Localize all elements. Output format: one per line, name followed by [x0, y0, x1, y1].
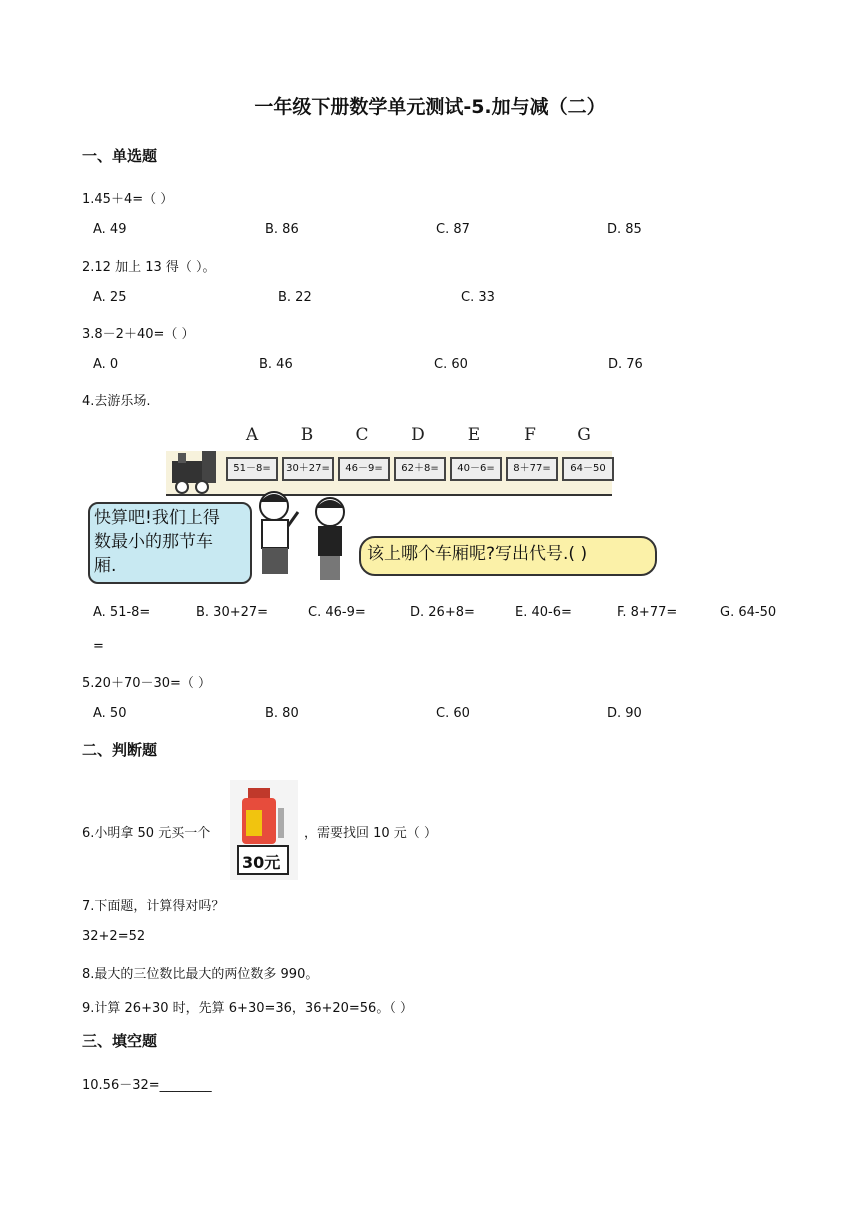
- car-letter-a: A: [245, 425, 259, 445]
- car-expression-a: 51－8=: [226, 457, 278, 481]
- train-illustration: [166, 427, 612, 499]
- question-4: 4.去游乐场.: [82, 394, 151, 409]
- car-letter-c: C: [355, 425, 369, 445]
- car-expression-c: 46－9=: [338, 457, 390, 481]
- q4-option-a: A. 51-8=: [93, 605, 151, 620]
- car-letter-d: D: [411, 425, 425, 445]
- q2-option-c: C. 33: [461, 290, 495, 305]
- car-expression-g: 64－50: [562, 457, 614, 481]
- q1-option-c: C. 87: [436, 222, 470, 237]
- bubble-left-line-3: 厢.: [94, 556, 117, 576]
- question-7: 7.下面题，计算得对吗？: [82, 899, 225, 914]
- bubble-left-line-1: 快算吧!我们上得: [94, 508, 220, 528]
- q3-option-a: A. 0: [93, 357, 119, 372]
- question-6-text-after: ，需要找回 10 元（ ）: [304, 826, 437, 841]
- car-letter-f: F: [524, 425, 536, 445]
- q3-option-d: D. 76: [608, 357, 643, 372]
- q5-option-a: A. 50: [93, 706, 127, 721]
- question-1: 1.45＋4=（ ）: [82, 192, 174, 207]
- bubble-left-line-2: 数最小的那节车: [94, 532, 213, 552]
- q4-option-c: C. 46-9=: [308, 605, 366, 620]
- q4-option-g: G. 64-50: [720, 605, 777, 620]
- q5-option-b: B. 80: [265, 706, 299, 721]
- q4-option-f: F. 8+77=: [617, 605, 678, 620]
- q3-option-c: C. 60: [434, 357, 468, 372]
- section-heading-fill-blank: 三、填空题: [82, 1032, 158, 1050]
- car-expression-d: 62＋8=: [394, 457, 446, 481]
- children-illustration: [250, 488, 360, 584]
- q1-option-a: A. 49: [93, 222, 127, 237]
- question-10: 10.56－32=________: [82, 1078, 212, 1093]
- q4-option-e: E. 40-6=: [515, 605, 572, 620]
- question-6-text-before: 6.小明拿 50 元买一个: [82, 826, 211, 841]
- car-expression-f: 8＋77=: [506, 457, 558, 481]
- q4-option-d: D. 26+8=: [410, 605, 475, 620]
- q1-option-d: D. 85: [607, 222, 642, 237]
- q2-option-a: A. 25: [93, 290, 127, 305]
- q5-option-c: C. 60: [436, 706, 470, 721]
- q5-option-d: D. 90: [607, 706, 642, 721]
- car-letter-e: E: [467, 425, 481, 445]
- section-heading-single-choice: 一、单选题: [82, 147, 158, 165]
- q1-option-b: B. 86: [265, 222, 299, 237]
- car-letter-b: B: [300, 425, 314, 445]
- speech-bubble-right: 该上哪个车厢呢?写出代号.( ): [359, 536, 657, 576]
- q4-option-g-continuation: =: [93, 639, 104, 654]
- q4-option-b: B. 30+27=: [196, 605, 269, 620]
- car-expression-b: 30＋27=: [282, 457, 334, 481]
- section-heading-true-false: 二、判断题: [82, 741, 158, 759]
- page-title: 一年级下册数学单元测试-5.加与减（二）: [254, 96, 606, 118]
- q2-option-b: B. 22: [278, 290, 312, 305]
- question-9: 9.计算 26+30 时，先算 6+30=36，36+20=56。（ ）: [82, 1001, 413, 1016]
- q3-option-b: B. 46: [259, 357, 293, 372]
- question-5: 5.20＋70－30=（ ）: [82, 676, 212, 691]
- question-3: 3.8－2＋40=（ ）: [82, 327, 195, 342]
- question-7-equation: 32+2=52: [82, 929, 146, 944]
- car-letter-g: G: [577, 425, 591, 445]
- question-8: 8.最大的三位数比最大的两位数多 990。: [82, 967, 319, 982]
- car-expression-e: 40－6=: [450, 457, 502, 481]
- thermos-price-image: [230, 780, 298, 880]
- price-tag-label: 30元: [242, 853, 281, 872]
- question-2: 2.12 加上 13 得（ ）。: [82, 260, 216, 275]
- speech-bubble-left: [88, 502, 252, 584]
